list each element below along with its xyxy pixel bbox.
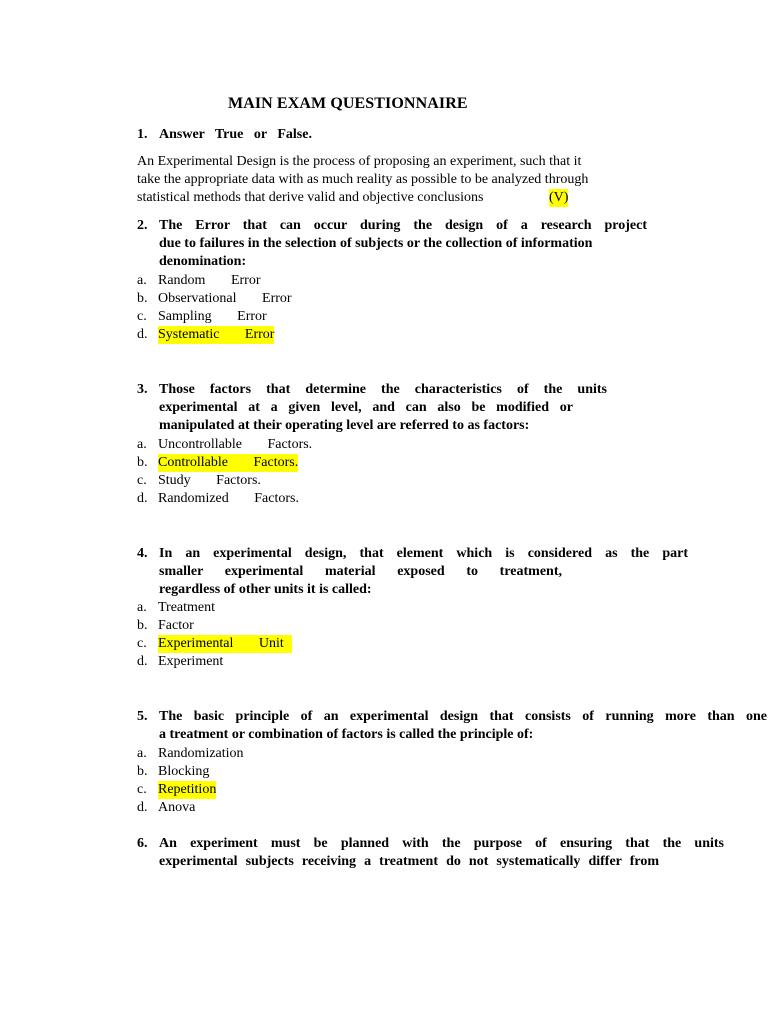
question-number: 2. [137,218,148,233]
page-title: MAIN EXAM QUESTIONNAIRE [228,95,468,112]
option-d[interactable] [137,799,195,817]
option-letter: a. [137,437,147,452]
option-b[interactable] [137,290,292,308]
option-text: Sampling Error [158,309,267,324]
option-letter: a. [137,746,147,761]
option-text: Randomized Factors. [158,491,299,506]
option-letter: d. [137,800,148,815]
option-d[interactable] [137,326,274,344]
option-c[interactable] [137,781,216,799]
statement-line: statistical methods that derive valid and objective conclusions [137,190,484,205]
option-a[interactable] [137,272,260,290]
option-text: Study Factors. [158,473,261,488]
question-line: smaller experimental material exposed to treatment, [159,564,562,579]
option-text-highlighted: Repetition [158,782,217,797]
option-letter: b. [137,618,148,633]
option-c[interactable] [137,308,267,326]
question-line: The basic principle of an experimental design that consists of running more than one [159,709,767,724]
question-line: manipulated at their operating level are referred to as factors: [159,418,530,433]
option-letter: b. [137,455,148,470]
question-number: 6. [137,836,148,851]
option-letter: d. [137,654,148,669]
option-b[interactable] [137,617,194,635]
question-line: The Error that can occur during the design of a research project [159,218,647,233]
statement-line: take the appropriate data with as much reality as possible to be analyzed through [137,172,589,187]
option-letter: c. [137,782,147,797]
question-line: experimental subjects receiving a treatment do not systematically differ from [159,854,659,869]
option-letter: c. [137,636,147,651]
question-line: a treatment or combination of factors is called the principle of: [159,727,534,742]
option-d[interactable] [137,653,223,671]
option-text: Factor [158,618,194,633]
option-letter: c. [137,309,147,324]
option-letter: c. [137,473,147,488]
option-c[interactable] [137,472,261,490]
question-line: denomination: [159,254,247,269]
question-number: 5. [137,709,148,724]
option-letter: b. [137,764,148,779]
option-text-highlighted: Controllable Factors. [158,455,299,470]
option-text: Treatment [158,600,216,615]
option-b[interactable] [137,454,298,472]
question-line: An experiment must be planned with the purpose of ensuring that the units [159,836,724,851]
question-line: experimental at a given level, and can also be modified or [159,400,573,415]
option-b[interactable] [137,763,209,781]
option-text: Uncontrollable Factors. [158,437,313,452]
question-line: In an experimental design, that element which is considered as the part [159,546,688,561]
option-text-highlighted: Experimental Unit [158,635,292,653]
option-a[interactable] [137,436,312,454]
statement-line: An Experimental Design is the process of proposing an experiment, such that it [137,154,582,169]
option-d[interactable] [137,490,299,508]
question-line: regardless of other units it is called: [159,582,372,597]
question-number: 4. [137,546,148,561]
option-text: Randomization [158,746,244,761]
option-text: Observational Error [158,291,292,306]
option-letter: a. [137,600,147,615]
question-1-statement [137,153,588,207]
option-text-highlighted: Systematic Error [158,327,275,342]
answer-mark: (V) [549,190,569,205]
option-text: Experiment [158,654,224,669]
question-1-prompt: Answer True or False. [159,127,312,142]
question-line: Those factors that determine the characteristics of the units [159,382,607,397]
question-number: 3. [137,382,148,397]
option-a[interactable] [137,599,215,617]
option-text: Random Error [158,273,261,288]
option-letter: a. [137,273,147,288]
option-letter: d. [137,491,148,506]
option-a[interactable] [137,745,244,763]
option-letter: b. [137,291,148,306]
question-line: due to failures in the selection of subjects or the collection of information [159,236,593,251]
option-text: Anova [158,800,196,815]
option-text: Blocking [158,764,210,779]
option-c[interactable] [137,635,292,653]
question-number: 1. [137,127,148,142]
option-letter: d. [137,327,148,342]
